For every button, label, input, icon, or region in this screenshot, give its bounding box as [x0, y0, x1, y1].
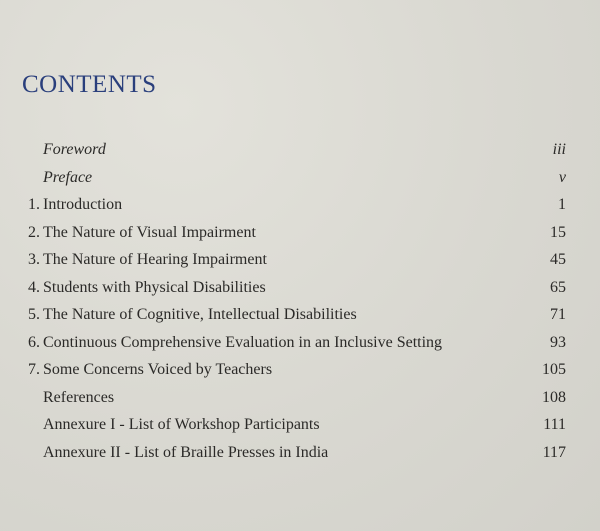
toc-entry-chapter-5	[0, 301, 600, 329]
entry-page-number: 93	[550, 333, 566, 351]
entry-number: 3.	[28, 251, 40, 268]
toc-entry-annexure-2	[0, 439, 600, 467]
toc-entry-chapter-2	[0, 219, 600, 247]
entry-title: The Nature of Cognitive, Intellectual Disabilities	[43, 306, 357, 323]
entry-page-number: v	[558, 168, 566, 186]
entry-number: 4.	[28, 278, 40, 296]
entry-title: The Nature of Hearing Impairment	[43, 251, 267, 268]
entry-page-number: 15	[550, 223, 566, 241]
toc-entry-chapter-4	[0, 274, 600, 302]
entry-title: Introduction	[43, 196, 123, 213]
toc-entry-annexure-1	[0, 411, 600, 439]
toc-entry-chapter-7	[0, 356, 600, 384]
table-of-contents	[0, 136, 600, 466]
entry-page-number: 117	[542, 443, 566, 461]
entry-page-number: 71	[550, 306, 566, 323]
entry-number: 6.	[28, 333, 40, 351]
entry-title: Continuous Comprehensive Evaluation in an Inclusive Setting	[43, 333, 443, 351]
entry-page-number: 105	[542, 361, 566, 378]
entry-page-number: 65	[550, 278, 566, 296]
contents-heading: CONTENTS	[22, 71, 157, 98]
toc-entry-references	[0, 384, 600, 412]
toc-entry-chapter-3	[0, 246, 600, 274]
entry-title: The Nature of Visual Impairment	[43, 223, 256, 241]
entry-number: 5.	[28, 306, 40, 323]
entry-number: 1.	[28, 196, 40, 213]
entry-title: Annexure II - List of Braille Presses in India	[43, 443, 329, 461]
toc-entry-preface	[0, 164, 600, 192]
entry-title: Students with Physical Disabilities	[43, 278, 266, 296]
entry-page-number: 108	[542, 388, 566, 406]
entry-title: Some Concerns Voiced by Teachers	[43, 361, 273, 378]
entry-title: Preface	[43, 168, 93, 186]
entry-page-number: 1	[558, 196, 566, 213]
entry-number: 2.	[28, 223, 40, 241]
entry-number: 7.	[28, 361, 40, 378]
entry-title: Annexure I - List of Workshop Participants	[43, 416, 320, 433]
entry-title: Foreword	[43, 141, 106, 158]
entry-title: References	[43, 388, 115, 406]
entry-page-number: 111	[543, 416, 566, 433]
entry-page-number: iii	[552, 141, 566, 158]
toc-entry-chapter-6	[0, 329, 600, 357]
toc-entry-chapter-1	[0, 191, 600, 219]
entry-page-number: 45	[550, 251, 566, 268]
toc-entry-foreword	[0, 136, 600, 164]
